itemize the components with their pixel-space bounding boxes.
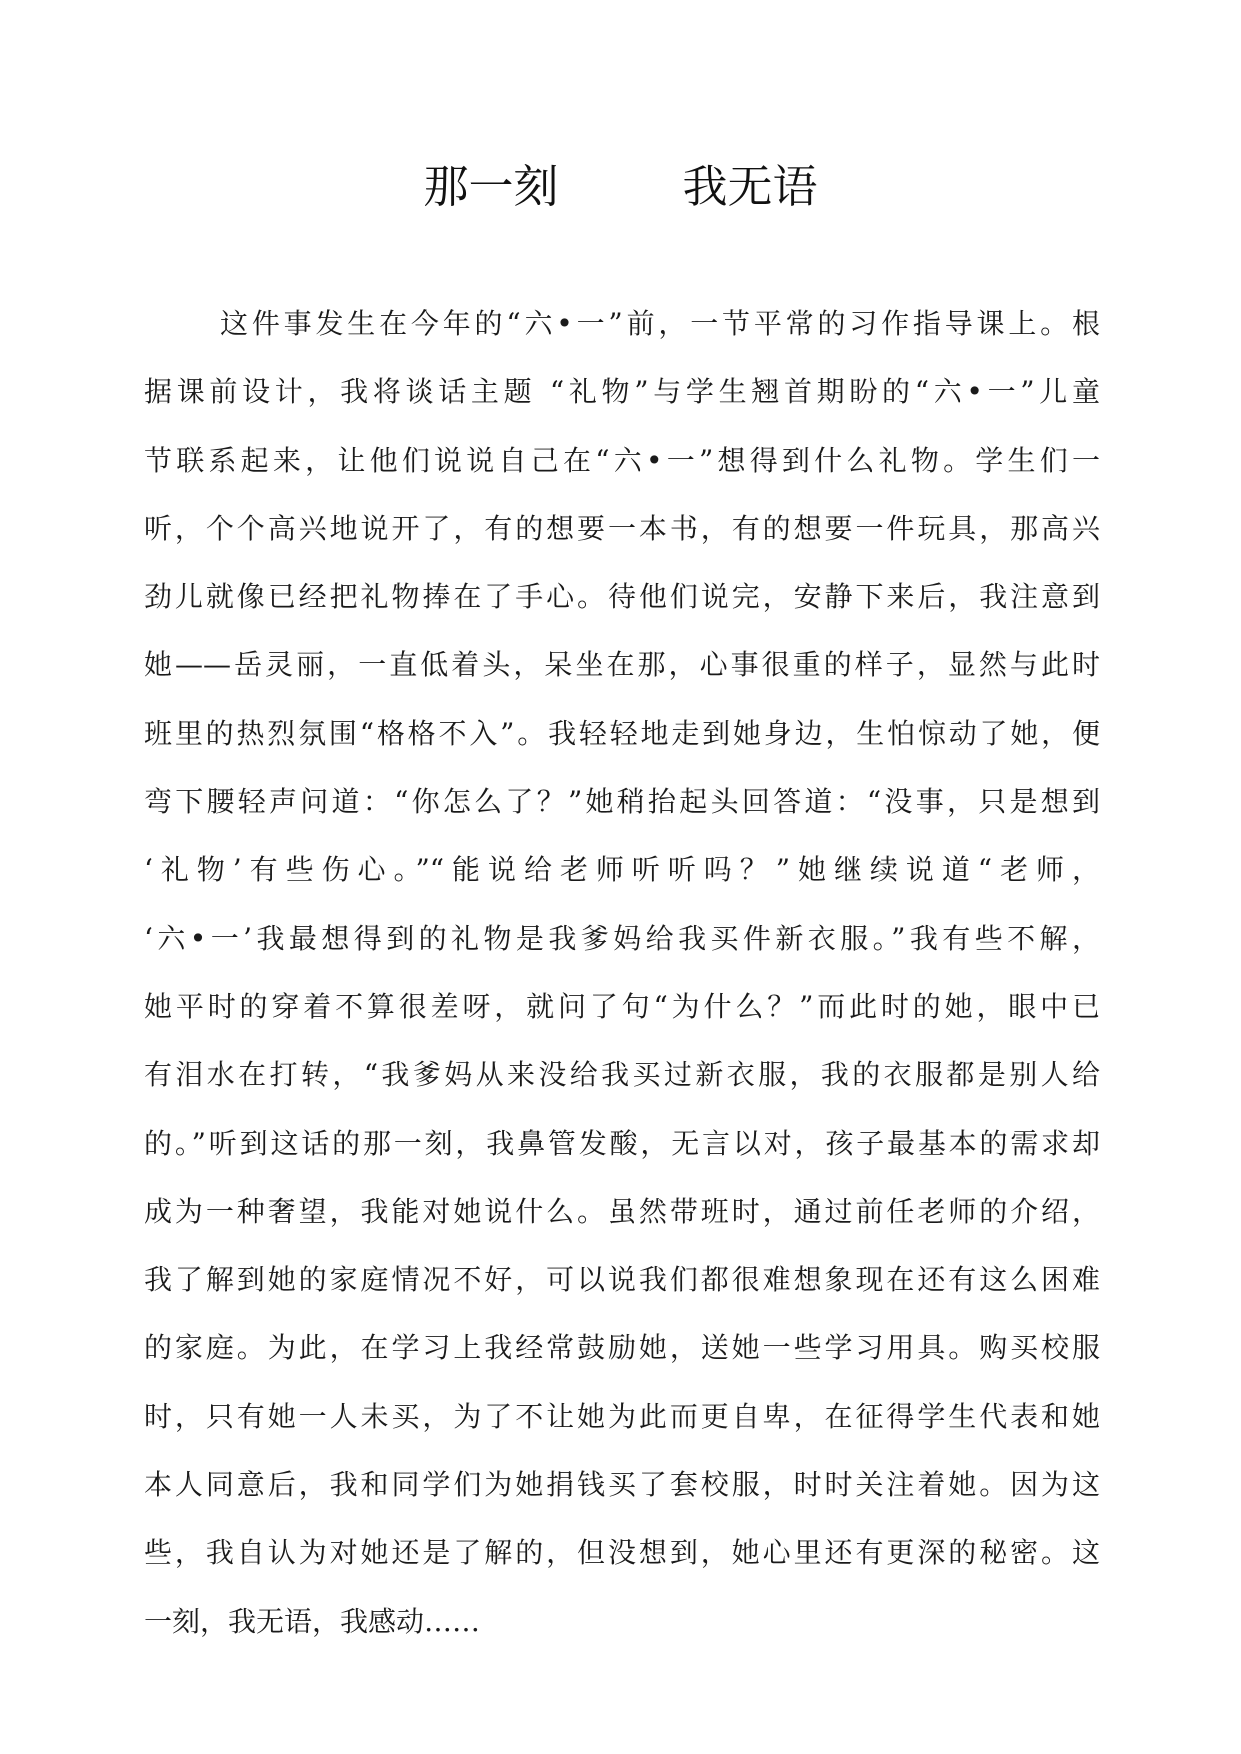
paragraph-line: 本人同意后，我和同学们为她捐钱买了套校服，时时关注着她。因为这	[144, 1468, 1100, 1502]
paragraph-line: 的家庭。为此，在学习上我经常鼓励她，送她一些学习用具。购买校服	[144, 1331, 1100, 1365]
paragraph-line: 的。”听到这话的那一刻，我鼻管发酸，无言以对，孩子最基本的需求却	[144, 1126, 1100, 1160]
paragraph-line: 班里的热烈氛围“格格不入”。我轻轻地走到她身边，生怕惊动了她，便	[144, 716, 1100, 750]
paragraph-line: 她平时的穿着不算很差呀，就问了句“为什么？”而此时的她，眼中已	[144, 989, 1100, 1023]
paragraph-line: ‘礼物’有些伤心。”“能说给老师听听吗？”她继续说道“老师，	[144, 853, 1100, 887]
paragraph-line: 成为一种奢望，我能对她说什么。虽然带班时，通过前任老师的介绍，	[144, 1194, 1100, 1228]
paragraph-line: 据课前设计，我将谈话主题 “礼物”与学生翘首期盼的“六•一”儿童	[144, 375, 1100, 409]
paragraph-line: 弯下腰轻声问道：“你怎么了？”她稍抬起头回答道：“没事，只是想到	[144, 785, 1100, 819]
essay-paragraph	[144, 290, 1100, 1656]
paragraph-line: 她——岳灵丽，一直低着头，呆坐在那，心事很重的样子，显然与此时	[144, 648, 1100, 682]
paragraph-line: 这件事发生在今年的“六•一”前，一节平常的习作指导课上。根	[220, 307, 1100, 340]
paragraph-line: 一刻，我无语，我感动……	[144, 1604, 481, 1638]
paragraph-line: 劲儿就像已经把礼物捧在了手心。待他们说完，安静下来后，我注意到	[144, 580, 1100, 614]
paragraph-line: 我了解到她的家庭情况不好，可以说我们都很难想象现在还有这么困难	[144, 1263, 1100, 1297]
paragraph-line: 时，只有她一人未买，为了不让她为此而更自卑，在征得学生代表和她	[144, 1399, 1100, 1433]
paragraph-line: 些，我自认为对她还是了解的，但没想到，她心里还有更深的秘密。这	[144, 1536, 1100, 1570]
page-title-left: 那一刻	[423, 160, 559, 213]
paragraph-line: ‘六•一’我最想得到的礼物是我爹妈给我买件新衣服。”我有些不解，	[144, 921, 1100, 955]
page-title	[0, 162, 1241, 212]
paragraph-line: 听，个个高兴地说开了，有的想要一本书，有的想要一件玩具，那高兴	[144, 511, 1100, 545]
paragraph-line: 节联系起来，让他们说说自己在“六•一”想得到什么礼物。学生们一	[144, 443, 1100, 477]
paragraph-line: 有泪水在打转，“我爹妈从来没给我买过新衣服，我的衣服都是别人给	[144, 1058, 1100, 1092]
page-title-right: 我无语	[682, 160, 818, 213]
